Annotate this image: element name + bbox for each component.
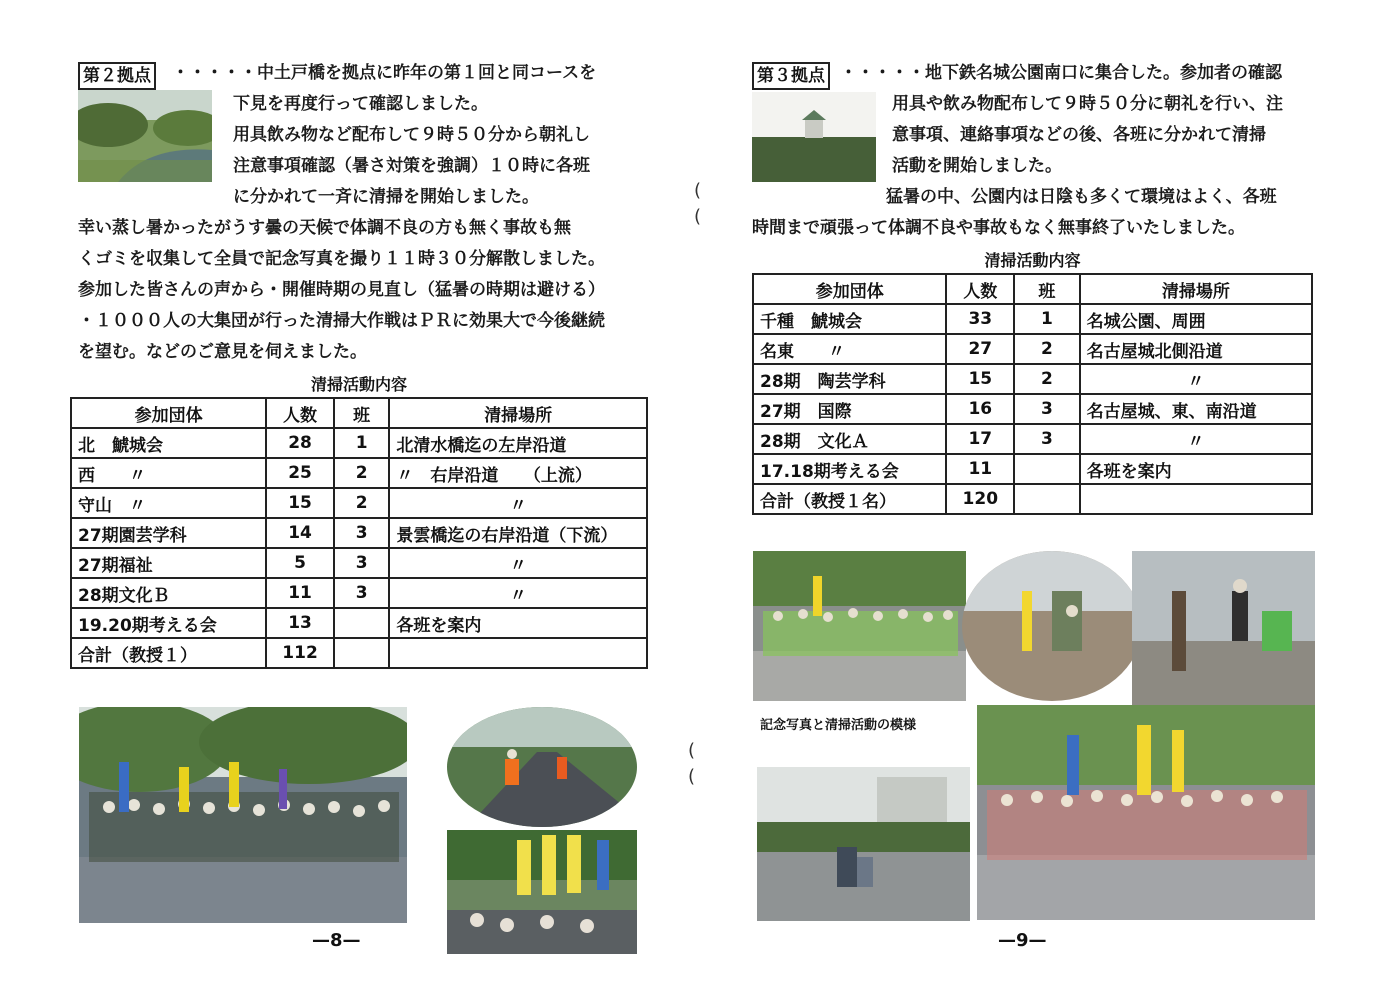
text-line-5: に分かれて一斉に清掃を開始しました。	[233, 187, 539, 207]
cell-team: 3	[1014, 394, 1080, 424]
header-team: 班	[1014, 274, 1080, 304]
table-row	[71, 608, 647, 638]
header-count: 人数	[946, 274, 1014, 304]
header-count: 人数	[266, 398, 334, 428]
text-line-2: 用具や飲み物配布して９時５０分に朝礼を行い、注	[892, 94, 1283, 114]
header-group: 参加団体	[753, 274, 946, 304]
cleanup-table-9	[752, 273, 1313, 515]
table-row	[753, 424, 1312, 454]
castle-thumbnail-photo	[752, 92, 876, 182]
page-9	[700, 0, 1400, 990]
text-line-3: 意事項、連絡事項などの後、各班に分かれて清掃	[892, 125, 1266, 145]
text-line-10: を望む。などのご意見を伺えました。	[78, 342, 367, 362]
table-header-row	[71, 398, 647, 428]
text-line-6: 幸い蒸し暑かったがうす曇の天候で体調不良の方も無く事故も無	[78, 218, 571, 238]
cell-group: 合計（教授１）	[71, 638, 266, 668]
binding-mark: (	[694, 180, 702, 201]
text-line-1: ・・・・・地下鉄名城公園南口に集合した。参加者の確認	[840, 63, 1282, 83]
cell-group: 千種 鯱城会	[753, 304, 946, 334]
table-row	[71, 578, 647, 608]
cell-group: 北 鯱城会	[71, 428, 266, 458]
cell-group: 27期福祉	[71, 548, 266, 578]
header-team: 班	[334, 398, 390, 428]
cell-team	[334, 638, 390, 668]
table-title: 清掃活動内容	[310, 375, 407, 394]
cell-count: 15	[946, 364, 1014, 394]
banners-photo-8	[447, 830, 637, 954]
table-row	[71, 488, 647, 518]
cell-count: 15	[266, 488, 334, 518]
text-line-7: くゴミを収集して全員で記念写真を撮り１１時３０分解散しました。	[78, 249, 605, 269]
table-row	[71, 548, 647, 578]
cell-team: 2	[1014, 334, 1080, 364]
table-header-row	[753, 274, 1312, 304]
cleaning-oval-photo-9	[962, 551, 1142, 701]
table-row	[753, 364, 1312, 394]
cell-team: 1	[334, 428, 390, 458]
cell-location	[389, 638, 647, 668]
cell-team: 3	[1014, 424, 1080, 454]
cell-group: 27期園芸学科	[71, 518, 266, 548]
cell-count: 27	[946, 334, 1014, 364]
text-line-6: 時間まで頑張って体調不良や事故もなく無事終了いたしました。	[752, 218, 1245, 238]
cell-count: 28	[266, 428, 334, 458]
text-line-4: 活動を開始しました。	[892, 156, 1062, 176]
cell-group: 17.18期考える会	[753, 454, 946, 484]
binding-mark: (	[688, 740, 696, 761]
text-line-8: 参加した皆さんの声から・開催時期の見直し（猛暑の時期は避ける）	[78, 280, 605, 300]
cell-count: 11	[266, 578, 334, 608]
cell-location	[1080, 484, 1312, 514]
text-line-9: ・１０００人の大集団が行った清掃大作戦はＰＲに効果大で今後継続	[78, 311, 605, 331]
cell-team: 1	[1014, 304, 1080, 334]
photo-caption: 記念写真と清掃活動の模様	[760, 718, 917, 733]
cell-group: 28期文化Ｂ	[71, 578, 266, 608]
table-title: 清掃活動内容	[984, 251, 1081, 270]
cell-count: 14	[266, 518, 334, 548]
table-total-row	[71, 638, 647, 668]
cell-count: 25	[266, 458, 334, 488]
cell-team: 2	[1014, 364, 1080, 394]
text-line-3: 用具飲み物など配布して９時５０分から朝礼し	[233, 125, 590, 145]
table-row	[71, 428, 647, 458]
bridge-thumbnail-photo	[78, 90, 212, 182]
binding-mark: (	[688, 766, 696, 787]
table-row	[753, 394, 1312, 424]
binding-mark: (	[694, 206, 702, 227]
street-cleaning-photo-9	[757, 767, 970, 921]
cell-count: 112	[266, 638, 334, 668]
table-row	[753, 304, 1312, 334]
cell-group: 合計（教授１名）	[753, 484, 946, 514]
cell-team: 3	[334, 578, 390, 608]
group-photo-8	[79, 707, 407, 923]
cell-location: 名古屋城、東、南沿道	[1080, 394, 1312, 424]
table-row	[753, 454, 1312, 484]
header-group: 参加団体	[71, 398, 266, 428]
group-photo-9a	[753, 551, 966, 701]
cell-count: 11	[946, 454, 1014, 484]
page-number-8: —8—	[312, 930, 361, 951]
cell-location: 各班を案内	[389, 608, 647, 638]
cleanup-table-8	[70, 397, 648, 669]
cell-team: 2	[334, 488, 390, 518]
cleaning-photo-9b	[1132, 551, 1315, 705]
cell-count: 33	[946, 304, 1014, 334]
cell-group: 19.20期考える会	[71, 608, 266, 638]
table-total-row	[753, 484, 1312, 514]
text-line-4: 注意事項確認（暑さ対策を強調）１０時に各班	[233, 156, 590, 176]
cell-count: 17	[946, 424, 1014, 454]
cell-team	[1014, 454, 1080, 484]
cell-team: 2	[334, 458, 390, 488]
group-photo-9b	[977, 705, 1315, 920]
cleaning-oval-photo-8	[447, 707, 637, 827]
cell-group: 西 〃	[71, 458, 266, 488]
cell-location: 〃	[389, 578, 647, 608]
header-location: 清掃場所	[389, 398, 647, 428]
page-number-9: —9—	[998, 930, 1047, 951]
cell-group: 守山 〃	[71, 488, 266, 518]
table-row	[71, 458, 647, 488]
cell-team	[334, 608, 390, 638]
cell-location: 〃 右岸沿道 （上流）	[389, 458, 647, 488]
cell-location: 景雲橋迄の右岸沿道（下流）	[389, 518, 647, 548]
cell-group: 28期 陶芸学科	[753, 364, 946, 394]
cell-team	[1014, 484, 1080, 514]
cell-group: 名東 〃	[753, 334, 946, 364]
cell-location: 〃	[389, 548, 647, 578]
cell-location: 各班を案内	[1080, 454, 1312, 484]
text-line-5: 猛暑の中、公園内は日陰も多くて環境はよく、各班	[886, 187, 1277, 207]
section-heading-2: 第２拠点	[78, 62, 156, 90]
table-row	[753, 334, 1312, 364]
cell-team: 3	[334, 518, 390, 548]
table-row	[71, 518, 647, 548]
cell-location: 〃	[1080, 364, 1312, 394]
cell-location: 〃	[389, 488, 647, 518]
text-line-1: ・・・・・中土戸橋を拠点に昨年の第１回と同コースを	[172, 63, 597, 83]
cell-team: 3	[334, 548, 390, 578]
cell-location: 名城公園、周囲	[1080, 304, 1312, 334]
cell-location: 北清水橋迄の左岸沿道	[389, 428, 647, 458]
cell-count: 120	[946, 484, 1014, 514]
text-line-2: 下見を再度行って確認しました。	[233, 94, 488, 114]
cell-location: 〃	[1080, 424, 1312, 454]
cell-group: 28期 文化Ａ	[753, 424, 946, 454]
header-location: 清掃場所	[1080, 274, 1312, 304]
cell-count: 16	[946, 394, 1014, 424]
cell-count: 13	[266, 608, 334, 638]
cell-count: 5	[266, 548, 334, 578]
section-heading-3: 第３拠点	[752, 62, 830, 90]
cell-group: 27期 国際	[753, 394, 946, 424]
cell-location: 名古屋城北側沿道	[1080, 334, 1312, 364]
